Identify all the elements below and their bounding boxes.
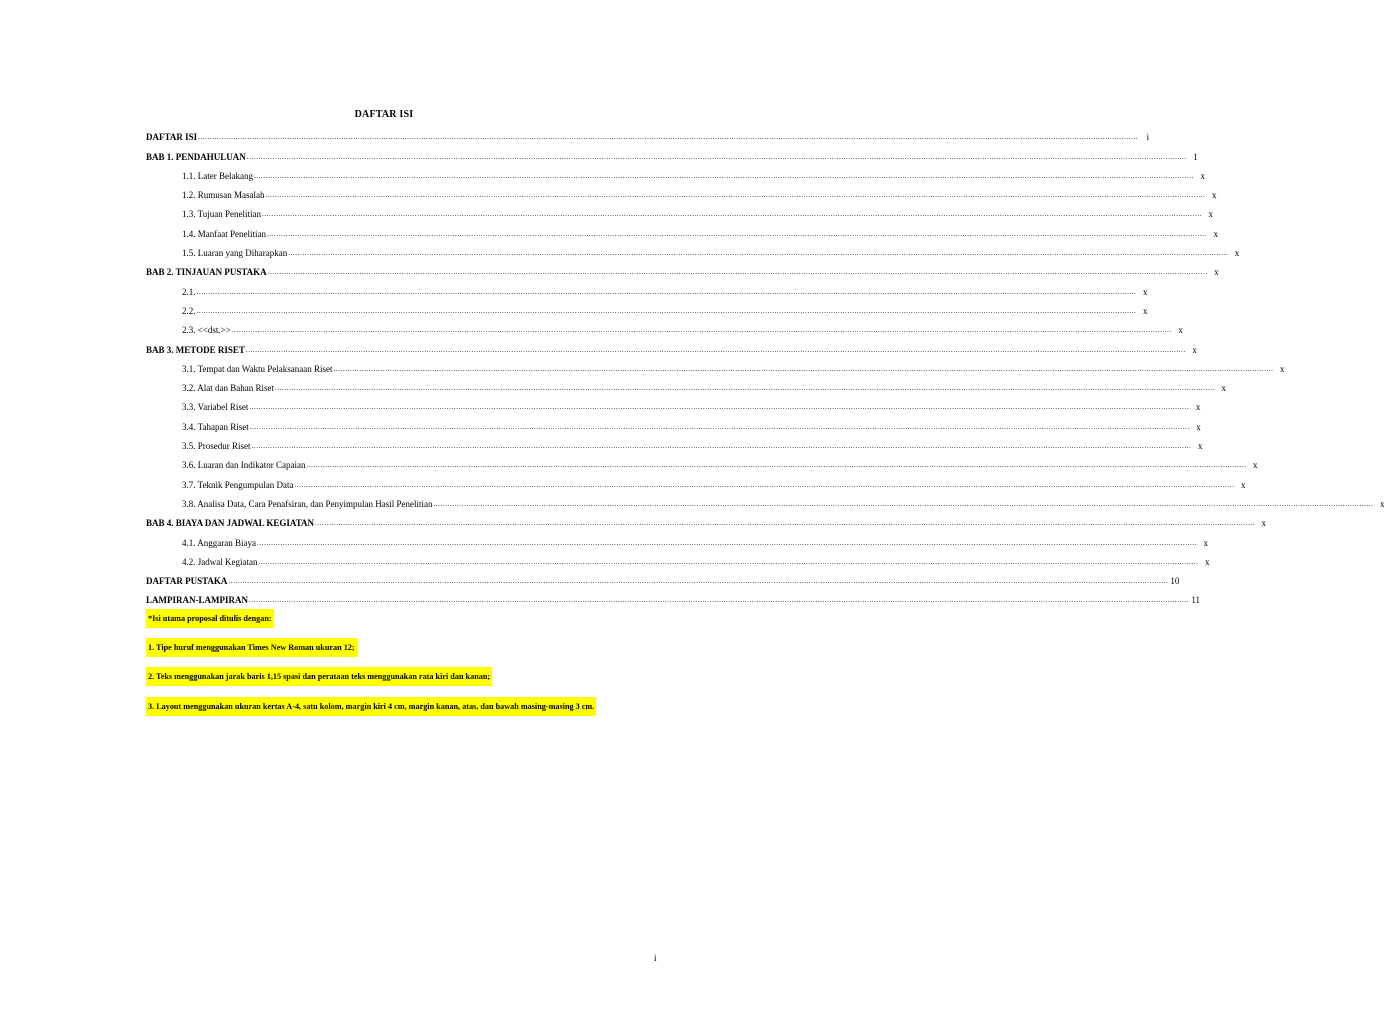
toc-entry xyxy=(146,413,1201,432)
toc-entry-page: 1 xyxy=(1193,151,1198,162)
toc-entry xyxy=(146,259,1219,278)
toc-entry-page: x xyxy=(1203,537,1208,548)
toc-dot-leader: ................................................................................................................................................................................................................................................................................................................................................................................................................ xyxy=(249,403,1190,412)
toc-entry-label: 2.2. xyxy=(182,305,196,316)
toc-dot-leader: ................................................................................................................................................................................................................................................................................................................................................................................................................ xyxy=(306,461,1247,470)
toc-entry-label: 1.5. Luaran yang Diharapkan xyxy=(182,248,288,259)
toc-dot-leader: ................................................................................................................................................................................................................................................................................................................................................................................................................ xyxy=(275,384,1215,393)
toc-entry xyxy=(146,220,1218,239)
toc-entry-page: i xyxy=(1146,132,1150,143)
table-of-contents xyxy=(146,124,1384,606)
toc-entry-label: 1.1. Later Belakang xyxy=(182,170,253,181)
toc-entry-page: x xyxy=(1379,498,1384,509)
toc-dot-leader: ................................................................................................................................................................................................................................................................................................................................................................................................................ xyxy=(433,499,1374,508)
toc-entry-label: 4.2. Jadwal Kegiatan xyxy=(182,556,258,567)
toc-entry xyxy=(146,163,1205,182)
toc-entry-label: DAFTAR ISI xyxy=(146,132,198,143)
toc-entry-page: x xyxy=(1208,209,1214,220)
toc-entry-page: x xyxy=(1252,460,1258,471)
toc-dot-leader: ................................................................................................................................................................................................................................................................................................................................................................................................................ xyxy=(262,210,1203,219)
toc-dot-leader: ................................................................................................................................................................................................................................................................................................................................................................................................................ xyxy=(333,364,1274,373)
note-font: 1. Tipe huruf menggunakan Times New Roman ukuran 12; xyxy=(146,638,357,657)
toc-dot-leader: ................................................................................................................................................................................................................................................................................................................................................................................................................ xyxy=(258,557,1199,566)
toc-entry-page: x xyxy=(1192,344,1197,355)
toc-entry-page: x xyxy=(1200,170,1205,181)
toc-entry-page: x xyxy=(1240,479,1246,490)
toc-dot-leader: ................................................................................................................................................................................................................................................................................................................................................................................................................ xyxy=(265,191,1206,200)
toc-entry-page: x xyxy=(1214,267,1219,278)
toc-dot-leader: ................................................................................................................................................................................................................................................................................................................................................................................................................ xyxy=(288,249,1229,258)
toc-entry-page: x xyxy=(1196,421,1201,432)
toc-entry-label: BAB 2. TINJAUAN PUSTAKA xyxy=(146,267,267,278)
toc-dot-leader: ................................................................................................................................................................................................................................................................................................................................................................................................................ xyxy=(246,152,1187,161)
toc-entry-label: 1.4. Manfaat Penelitian xyxy=(182,228,266,239)
toc-dot-leader: ................................................................................................................................................................................................................................................................................................................................................................................................................ xyxy=(231,326,1172,335)
toc-entry-page: x xyxy=(1280,363,1285,374)
toc-dot-leader: ................................................................................................................................................................................................................................................................................................................................................................................................................ xyxy=(251,442,1192,451)
toc-entry-page: x xyxy=(1261,518,1267,529)
toc-dot-leader: ................................................................................................................................................................................................................................................................................................................................................................................................................ xyxy=(196,306,1137,315)
toc-dot-leader: ................................................................................................................................................................................................................................................................................................................................................................................................................ xyxy=(228,577,1169,586)
toc-dot-leader: ................................................................................................................................................................................................................................................................................................................................................................................................................ xyxy=(253,171,1194,180)
page-number: i xyxy=(654,953,657,963)
toc-entry xyxy=(146,278,1148,297)
toc-dot-leader: ................................................................................................................................................................................................................................................................................................................................................................................................................ xyxy=(267,268,1208,277)
toc-dot-leader: ................................................................................................................................................................................................................................................................................................................................................................................................................ xyxy=(266,229,1207,238)
toc-dot-leader: ................................................................................................................................................................................................................................................................................................................................................................................................................ xyxy=(249,422,1190,431)
toc-entry-page: x xyxy=(1178,325,1183,336)
toc-entry-label: LAMPIRAN-LAMPIRAN xyxy=(146,595,248,606)
toc-entry xyxy=(146,529,1208,548)
note-spacing: 2. Teks menggunakan jarak baris 1,15 spasi dan perataan teks menggunakan rata kiri dan kanan; xyxy=(146,667,492,686)
toc-entry-label: 4.1. Anggaran Biaya xyxy=(182,537,256,548)
toc-dot-leader: ................................................................................................................................................................................................................................................................................................................................................................................................................ xyxy=(198,133,1139,142)
toc-entry-label: 3.8. Analisa Data, Cara Penafsiran, dan Penyimpulan Hasil Penelitian xyxy=(182,498,433,509)
toc-entry xyxy=(146,587,1200,606)
toc-entry-label: 3.3. Variabel Riset xyxy=(182,402,249,413)
toc-entry-page: x xyxy=(1213,228,1218,239)
toc-entry-label: 1.3. Tujuan Penelitian xyxy=(182,209,262,220)
toc-entry-page: x xyxy=(1234,248,1240,259)
toc-entry xyxy=(146,394,1201,413)
toc-entry-label: 3.4. Tahapan Riset xyxy=(182,421,249,432)
toc-entry xyxy=(146,240,1240,259)
toc-dot-leader: ................................................................................................................................................................................................................................................................................................................................................................................................................ xyxy=(196,287,1137,296)
toc-entry-label: 1.2. Rumusan Masalah xyxy=(182,190,265,201)
toc-entry-page: x xyxy=(1143,286,1148,297)
toc-dot-leader: ................................................................................................................................................................................................................................................................................................................................................................................................................ xyxy=(249,596,1189,605)
toc-entry-label: BAB 3. METODE RISET xyxy=(146,344,245,355)
toc-entry-label: BAB 4. BIAYA DAN JADWAL KEGIATAN xyxy=(146,518,315,529)
page-title: DAFTAR ISI xyxy=(354,109,414,120)
toc-entry xyxy=(146,298,1148,317)
toc-entry-label: 3.2. Alat dan Bahan Riset xyxy=(182,383,274,394)
toc-entry xyxy=(146,317,1183,336)
toc-entry xyxy=(146,471,1246,490)
toc-entry xyxy=(146,491,1384,510)
toc-entry-page: 11 xyxy=(1191,595,1200,606)
toc-entry-label: 3.6. Luaran dan Indikator Capaian xyxy=(182,460,306,471)
toc-entry xyxy=(146,182,1217,201)
note-intro: *Isi utama proposal ditulis dengan: xyxy=(146,609,274,628)
toc-entry xyxy=(146,124,1150,143)
toc-entry-label: 3.7. Teknik Pengumpulan Data xyxy=(182,479,294,490)
toc-entry xyxy=(146,510,1267,529)
toc-dot-leader: ................................................................................................................................................................................................................................................................................................................................................................................................................ xyxy=(294,480,1235,489)
toc-entry-label: 2.1. xyxy=(182,286,196,297)
note-layout: 3. Layout menggunakan ukuran kertas A-4, satu kolom, margin kiri 4 cm, margin kanan, atas, dan bawah masing-masing 3 cm. xyxy=(146,697,596,716)
toc-dot-leader: ................................................................................................................................................................................................................................................................................................................................................................................................................ xyxy=(256,538,1197,547)
toc-dot-leader: ................................................................................................................................................................................................................................................................................................................................................................................................................ xyxy=(245,345,1186,354)
toc-entry-page: x xyxy=(1212,190,1217,201)
toc-entry xyxy=(146,201,1214,220)
toc-entry xyxy=(146,568,1180,587)
toc-entry-page: x xyxy=(1195,402,1201,413)
toc-entry-page: x xyxy=(1198,441,1203,452)
toc-entry xyxy=(146,356,1285,375)
toc-entry xyxy=(146,452,1258,471)
toc-entry xyxy=(146,433,1203,452)
toc-entry xyxy=(146,375,1226,394)
toc-entry-page: x xyxy=(1143,305,1148,316)
toc-entry-page: 10 xyxy=(1170,576,1180,587)
toc-entry xyxy=(146,336,1197,355)
toc-entry-label: 3.5. Prosedur Riset xyxy=(182,441,251,452)
toc-dot-leader: ................................................................................................................................................................................................................................................................................................................................................................................................................ xyxy=(315,519,1256,528)
toc-entry-page: x xyxy=(1221,383,1226,394)
toc-entry-label: BAB 1. PENDAHULUAN xyxy=(146,151,246,162)
toc-entry xyxy=(146,143,1198,162)
toc-entry-label: 2.3. <<dst.>> xyxy=(182,325,231,336)
toc-entry xyxy=(146,549,1210,568)
toc-entry-label: DAFTAR PUSTAKA xyxy=(146,576,228,587)
toc-entry-label: 3.1. Tempat dan Waktu Pelaksanaan Riset xyxy=(182,363,333,374)
toc-entry-page: x xyxy=(1204,556,1210,567)
